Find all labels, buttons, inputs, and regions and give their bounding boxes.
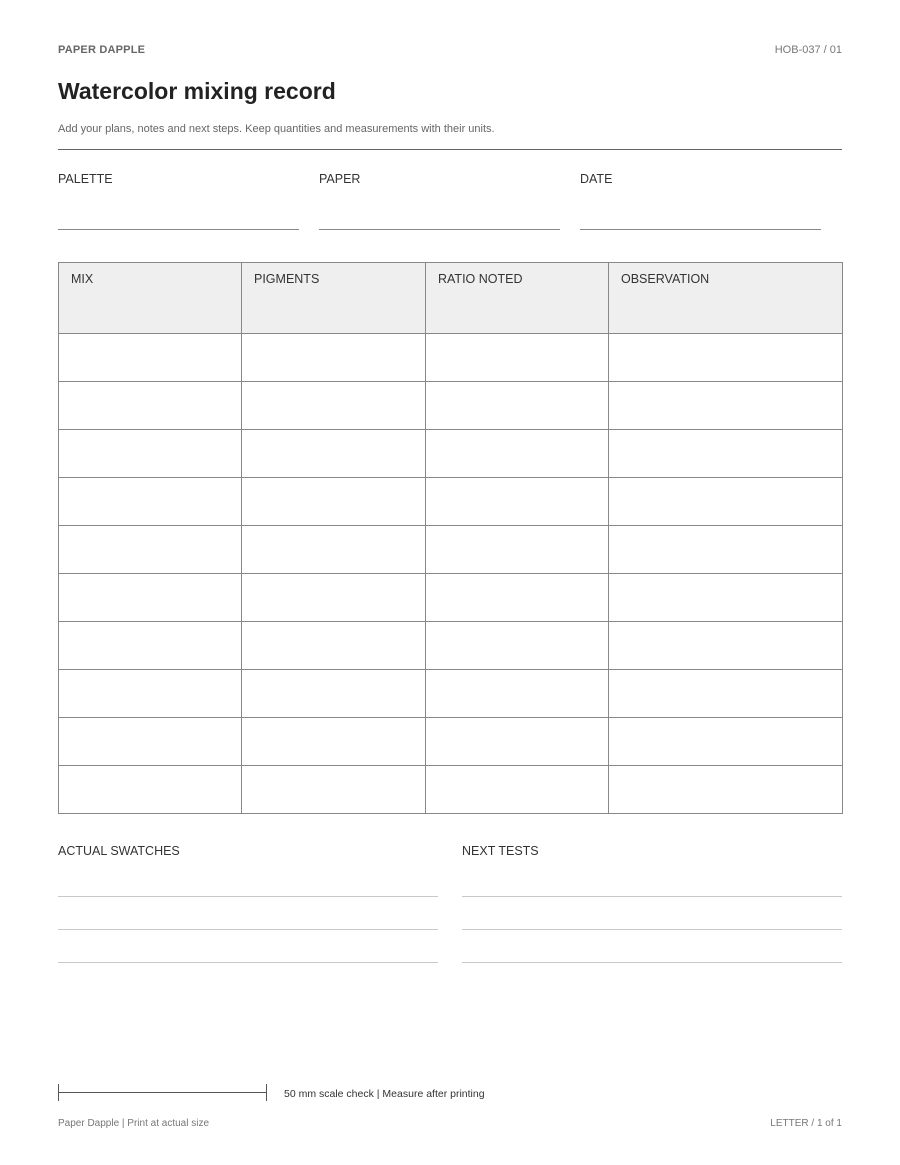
table-cell[interactable]	[609, 574, 843, 622]
paper-field-line[interactable]	[319, 229, 560, 230]
column-header-mix: MIX	[59, 263, 242, 334]
table-cell[interactable]	[609, 526, 843, 574]
table-cell[interactable]	[609, 766, 843, 814]
table-cell[interactable]	[242, 574, 426, 622]
table-cell[interactable]	[609, 670, 843, 718]
table-cell[interactable]	[59, 718, 242, 766]
table-row	[59, 622, 843, 670]
table-cell[interactable]	[59, 478, 242, 526]
table-row	[59, 478, 843, 526]
scale-tick-right	[266, 1084, 267, 1101]
table-cell[interactable]	[426, 766, 609, 814]
swatches-note-line[interactable]	[58, 896, 438, 897]
table-cell[interactable]	[242, 334, 426, 382]
table-cell[interactable]	[609, 622, 843, 670]
table-cell[interactable]	[426, 430, 609, 478]
footer-page-info: LETTER / 1 of 1	[770, 1118, 842, 1129]
field-label-paper: PAPER	[319, 172, 361, 186]
table-cell[interactable]	[59, 766, 242, 814]
table-row	[59, 574, 843, 622]
swatches-note-line[interactable]	[58, 929, 438, 930]
table-cell[interactable]	[242, 670, 426, 718]
table-row	[59, 718, 843, 766]
notes-label-actual-swatches: ACTUAL SWATCHES	[58, 844, 180, 858]
table-cell[interactable]	[609, 718, 843, 766]
notes-label-next-tests: NEXT TESTS	[462, 844, 539, 858]
table-cell[interactable]	[59, 526, 242, 574]
table-row	[59, 670, 843, 718]
swatches-note-line[interactable]	[58, 962, 438, 963]
table-cell[interactable]	[609, 382, 843, 430]
table-cell[interactable]	[426, 478, 609, 526]
table-cell[interactable]	[59, 430, 242, 478]
table-cell[interactable]	[426, 670, 609, 718]
table-cell[interactable]	[426, 526, 609, 574]
table-cell[interactable]	[242, 430, 426, 478]
next-tests-note-line[interactable]	[462, 962, 842, 963]
table-header-row	[59, 263, 843, 334]
next-tests-note-line[interactable]	[462, 929, 842, 930]
table-cell[interactable]	[242, 526, 426, 574]
date-field-line[interactable]	[580, 229, 821, 230]
table-cell[interactable]	[426, 334, 609, 382]
field-label-palette: PALETTE	[58, 172, 113, 186]
footer-left-text: Paper Dapple | Print at actual size	[58, 1118, 210, 1129]
table-cell[interactable]	[242, 478, 426, 526]
next-tests-note-line[interactable]	[462, 896, 842, 897]
table-cell[interactable]	[609, 430, 843, 478]
scale-bar	[58, 1084, 268, 1102]
table-cell[interactable]	[426, 382, 609, 430]
scale-caption: 50 mm scale check | Measure after printing	[284, 1088, 485, 1100]
column-header-ratio-noted: RATIO NOTED	[426, 263, 609, 334]
table-cell[interactable]	[59, 382, 242, 430]
table-cell[interactable]	[426, 574, 609, 622]
table-cell[interactable]	[609, 334, 843, 382]
column-header-pigments: PIGMENTS	[242, 263, 426, 334]
field-label-date: DATE	[580, 172, 613, 186]
page-title: Watercolor mixing record	[58, 78, 336, 104]
scale-line	[58, 1092, 266, 1093]
column-header-observation: OBSERVATION	[609, 263, 843, 334]
table-cell[interactable]	[426, 622, 609, 670]
mixing-table	[58, 262, 843, 814]
table-row	[59, 766, 843, 814]
table-cell[interactable]	[59, 670, 242, 718]
palette-field-line[interactable]	[58, 229, 299, 230]
table-cell[interactable]	[59, 334, 242, 382]
header-rule	[58, 149, 842, 150]
table-cell[interactable]	[426, 718, 609, 766]
table-cell[interactable]	[59, 622, 242, 670]
brand-name: PAPER DAPPLE	[58, 44, 146, 56]
table-row	[59, 334, 843, 382]
table-cell[interactable]	[242, 766, 426, 814]
page-subtitle: Add your plans, notes and next steps. Keep quantities and measurements with their units.	[58, 123, 495, 135]
table-row	[59, 526, 843, 574]
table-cell[interactable]	[242, 622, 426, 670]
table-cell[interactable]	[242, 718, 426, 766]
document-id: HOB-037 / 01	[774, 44, 842, 56]
table-cell[interactable]	[242, 382, 426, 430]
table-row	[59, 382, 843, 430]
table-cell[interactable]	[609, 478, 843, 526]
table-cell[interactable]	[59, 574, 242, 622]
table-row	[59, 430, 843, 478]
